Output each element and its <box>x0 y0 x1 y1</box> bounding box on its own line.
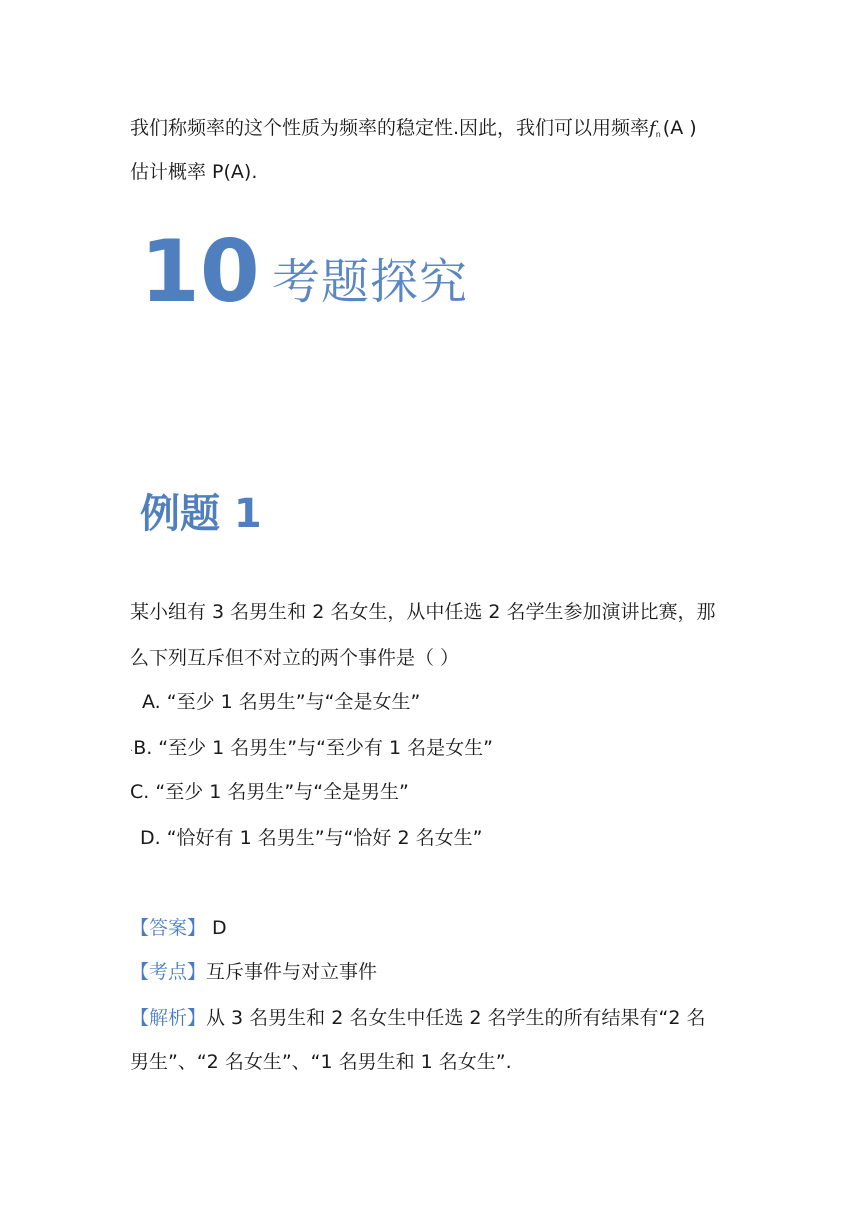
option-a: A. “至少 1 名男生”与“全是女生” <box>142 691 421 713</box>
answer-tag: 【答案】 <box>130 917 207 939</box>
example-title: 例题 1 <box>140 491 262 537</box>
answer-value: D <box>206 917 227 939</box>
explanation-line-1 <box>130 1006 706 1030</box>
frequency-symbol: f <box>649 118 656 139</box>
answer-line <box>130 916 227 940</box>
section-title: 考题探究 <box>272 254 469 310</box>
section-number: 10 <box>140 222 260 322</box>
knowledge-point-value: 互斥事件与对立事件 <box>206 961 378 983</box>
intro-tail: (A ) <box>662 117 697 139</box>
frequency-subscript: n <box>655 130 661 139</box>
intro-text: 我们称频率的这个性质为频率的稳定性.因此，我们可以用频率 <box>130 117 650 139</box>
explanation-tag: 【解析】 <box>130 1007 207 1029</box>
option-c: C. “至少 1 名男生”与“全是男生” <box>130 781 409 803</box>
intro-line-2: 估计概率 P(A). <box>130 161 258 183</box>
explanation-text-1: 从 3 名男生和 2 名女生中任选 2 名学生的所有结果有“2 名 <box>206 1007 706 1029</box>
question-line-2: 么下列互斥但不对立的两个事件是（ ） <box>130 647 460 669</box>
explanation-line-2: 男生”、“2 名女生”、“1 名男生和 1 名女生”. <box>130 1051 512 1073</box>
knowledge-point-tag: 【考点】 <box>130 961 207 983</box>
option-d: D. “恰好有 1 名男生”与“恰好 2 名女生” <box>140 827 483 849</box>
option-b-text: B. “至少 1 名男生”与“至少有 1 名是女生” <box>133 737 494 759</box>
knowledge-point-line <box>130 960 377 984</box>
question-line-1: 某小组有 3 名男生和 2 名女生，从中任选 2 名学生参加演讲比赛，那 <box>130 601 716 623</box>
margin-dot: · <box>130 746 134 757</box>
option-b <box>130 736 493 764</box>
intro-line-1 <box>130 116 697 147</box>
